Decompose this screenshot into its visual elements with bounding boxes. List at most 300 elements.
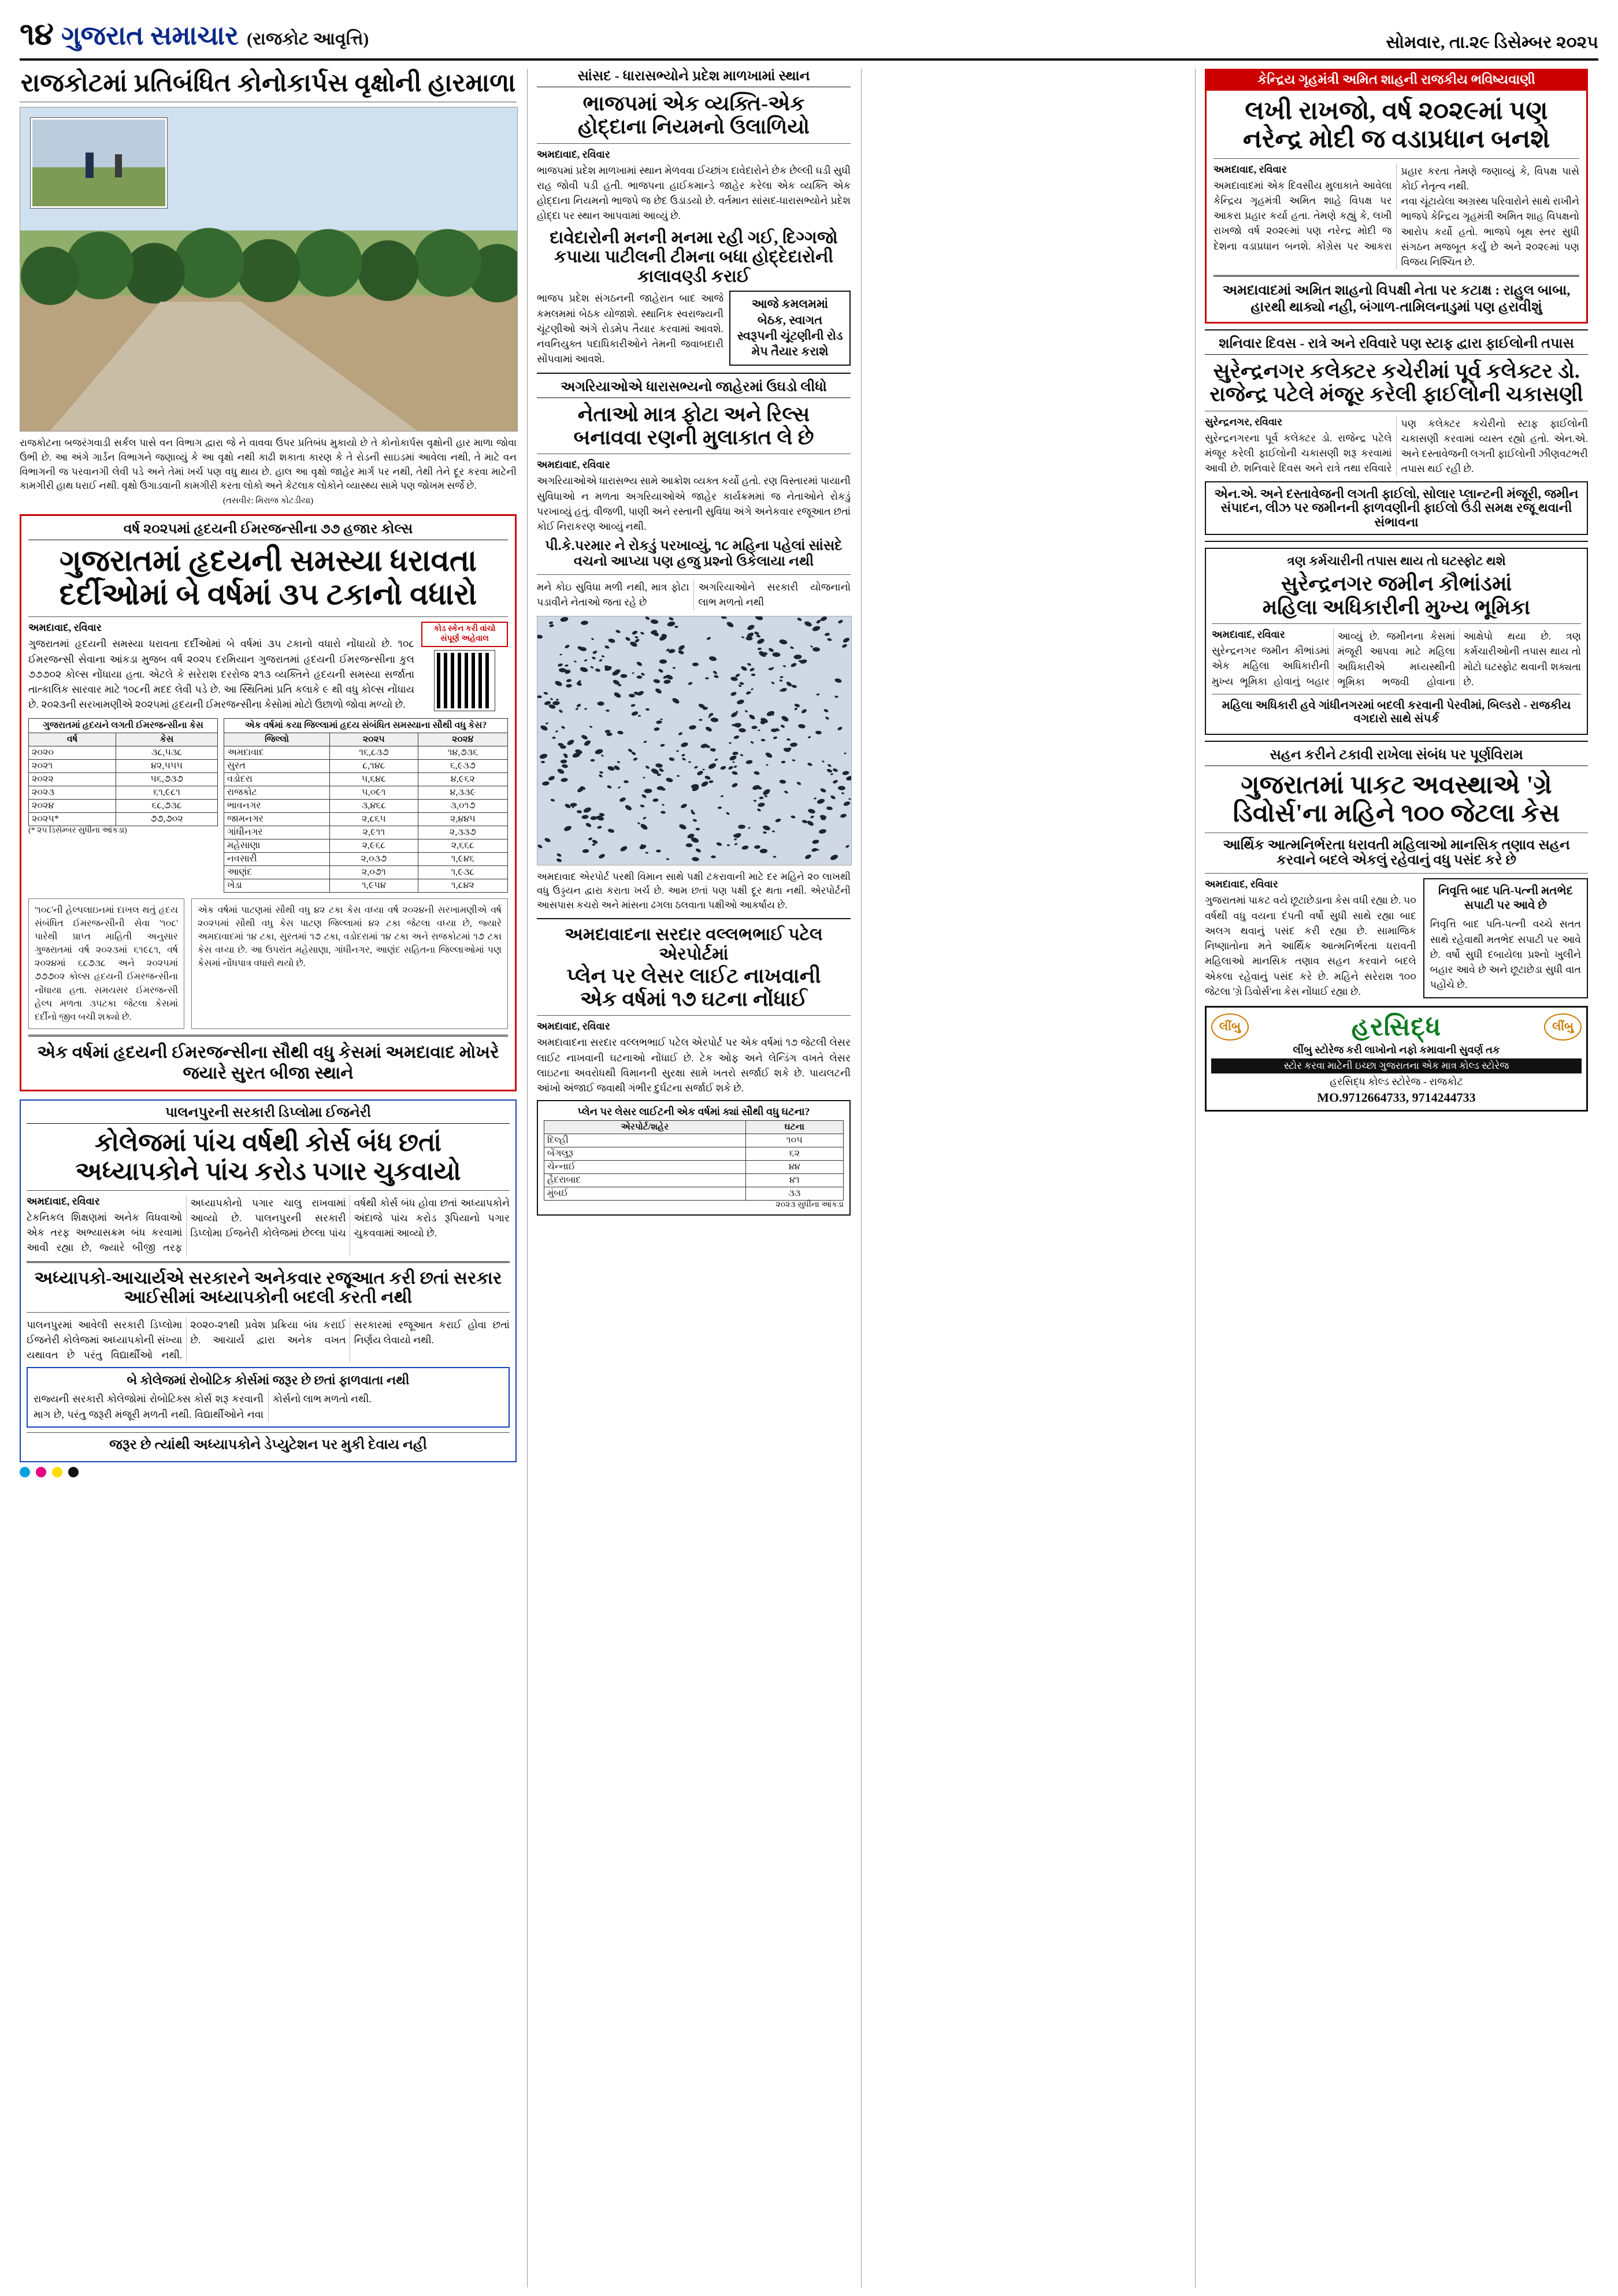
bird-silhouette: [554, 680, 563, 687]
bird-silhouette: [786, 738, 790, 741]
bird-silhouette: [807, 820, 815, 827]
bird-silhouette: [820, 787, 827, 793]
modi-dateline: અમદાવાદ, રવિવાર: [1214, 163, 1287, 175]
health-footer-headline: એક વર્ષમાં હૃદયની ઈમરજન્સીના સૌથી વધુ કેસમાં અમદાવાદ મોખરે જયારે સુરત બીજા સ્થાને: [37, 1043, 499, 1083]
table-cell: વડોદરા: [224, 772, 330, 786]
bird-silhouette: [844, 752, 847, 755]
table-row: [224, 812, 508, 826]
table-cell: ૨,૦૭૧: [330, 865, 418, 879]
palanpur-body-1: ટેકનિકલ શિક્ષણમાં અનેક વિધવાઓ એક તરફ અભ્યાસક્રમ બંધ કરવામાં આવી રહ્યા છે, જ્યારે બીજી તરફ અધ્યાપકોનો પગાર ચાલુ રાખવામાં આવ્યો છે. પાલનપુરની સરકારી ડિપ્લોમા ઈજનેરી કોલેજમાં છેલ્લા પાંચ વર્ષથી કોર્સ બંધ હોવા છતાં અધ્યાપકોને અંદાજે પાંચ કરોડ રૂપિયાનો પગાર ચુકવવામાં આવ્યો છે.: [27, 1197, 510, 1254]
bird-silhouette: [663, 679, 671, 684]
bird-silhouette: [694, 766, 699, 769]
mp-subhead: દાવેદારોની મનની મનમા રહી ગઈ, દિગ્ગજો કપાયા પાટીલની ટીમના બધા હોદ્દેદારોની કાલાવણ્ડી કરાઈ: [550, 228, 838, 286]
collector-dateline: સુરેન્દ્રનગર, રવિવાર: [1205, 415, 1283, 428]
bird-silhouette: [638, 715, 641, 718]
bird-silhouette: [606, 709, 610, 712]
palanpur-kicker: પાલનપુરની સરકારી ડિપ્લોમા ઈજનેરી: [27, 1105, 510, 1124]
bird-silhouette: [561, 725, 566, 729]
laser-body: અમદાવાદના સરદાર વલ્લભભાઈ પટેલ એરપોર્ટ પર એક વર્ષમાં ૧૭ જેટલી લેસર લાઈટ નાખવાની ઘટનાઓ નોંધાઈ છે. ટેક ઓફ અને લેન્ડિંગ વખતે લેસર લાઇટના અવરોધથી વિમાનની સુરક્ષા સામે ખતરો સર્જાઈ શકે છે. પાયલટની આંખો અંજાઈ જવાથી ગંભીર દુર્ઘટના સર્જાઈ શકે છે.: [537, 1036, 851, 1094]
bird-silhouette: [598, 701, 604, 706]
bird-silhouette: [548, 775, 555, 781]
bird-silhouette: [801, 820, 807, 824]
bird-silhouette: [581, 734, 588, 740]
collector-body: સુરેન્દ્રનગરના પૂર્વ કલેક્ટર ડો. રાજેન્દ્ર પટેલે મંજૂર કરેલી ફાઈલોની ચકાસણી શરૂ કરવામાં આવી છે. શનિવારે દિવસ અને રાત્રે તથા રવિવારે પણ કલેક્ટર કચેરીનો સ્ટાફ ફાઈલોની ચકાસણી કરવામાં વ્યસ્ત રહ્યો હતો. એન.એ. અને દસ્તાવેજની લગતી ફાઈલોની ઝીણવટભરી તપાસ થઈ રહી છે.: [1205, 417, 1588, 475]
bird-silhouette: [583, 807, 592, 813]
bird-silhouette: [618, 786, 621, 789]
bird-silhouette: [735, 673, 741, 678]
bird-silhouette: [691, 811, 696, 815]
bird-silhouette: [711, 855, 717, 858]
bird-silhouette: [691, 857, 699, 862]
table-row: [544, 1174, 844, 1187]
ad-phone[interactable]: MO.9712664733, 9714244733: [1317, 1090, 1476, 1105]
birds-photo: [537, 616, 852, 865]
table-cell: ૪૨,૫૫૫: [116, 759, 218, 772]
bird-silhouette: [731, 782, 738, 788]
bird-silhouette: [841, 644, 848, 648]
bird-silhouette: [592, 650, 598, 655]
bird-silhouette: [740, 666, 748, 672]
table-row: [224, 839, 508, 852]
bird-silhouette: [824, 633, 830, 637]
agariya-body: અગરિયાઓએ ધારાસભ્ય સામે આક્રોશ વ્યક્ત કર્યો હતો. રણ વિસ્તારમાં પાયાની સુવિધાઓ ન મળતા અગરિયાઓએ જાહેર કાર્યક્રમમાં જ નેતાઓને રોકડું પરખાવ્યું હતું. વીજળી, પાણી અને રસ્તાની સુવિધા અંગે અનેકવાર રજૂઆત છતાં કોઈ નિરાકરણ આવ્યું નથી.: [537, 475, 851, 533]
bird-silhouette: [543, 691, 548, 694]
table-row: [224, 786, 508, 799]
qr-code-icon[interactable]: [435, 651, 495, 711]
bird-silhouette: [590, 816, 597, 820]
bird-silhouette: [620, 674, 627, 678]
bird-silhouette: [632, 672, 634, 674]
bird-silhouette: [817, 798, 825, 805]
bird-silhouette: [680, 803, 688, 809]
bird-silhouette: [608, 638, 615, 644]
bird-silhouette: [581, 814, 589, 819]
bird-silhouette: [714, 675, 719, 679]
bird-silhouette: [804, 853, 812, 860]
bird-silhouette: [560, 616, 569, 622]
table-cell: ખેડા: [224, 879, 330, 892]
bird-silhouette: [756, 634, 760, 638]
bird-silhouette: [837, 726, 843, 731]
bird-silhouette: [832, 768, 838, 772]
advertisement[interactable]: [1205, 1006, 1588, 1112]
bird-silhouette: [636, 661, 643, 667]
woman-headline-1: સુરેન્દ્રનગર જમીન કૌભાંડમાં: [1281, 572, 1512, 596]
bird-silhouette: [796, 781, 801, 786]
bird-silhouette: [686, 844, 693, 848]
bird-silhouette: [537, 844, 543, 849]
bird-silhouette: [598, 774, 603, 778]
bird-silhouette: [729, 742, 732, 744]
bird-silhouette: [641, 793, 647, 798]
mp-body-2: ભાજપ પ્રદેશ સંગઠનની જાહેરાત બાદ આજે કમલમમાં બેઠક યોજાશે. સ્થાનિક સ્વરાજ્યની ચૂંટણીઓ અંગે રોડમેપ તૈયાર કરવામાં આવશે. નવનિયુક્ત પદાધિકારીઓને તેમની જવાબદારી સોંપવામાં આવશે.: [537, 292, 723, 365]
mp-kicker: સાંસદ - ધારાસભ્યોને પ્રદેશ માળખામાં સ્થાન: [537, 69, 851, 87]
table-row: [29, 799, 218, 812]
column-right: [1195, 69, 1588, 2287]
table-row: [29, 746, 218, 759]
bird-silhouette: [791, 815, 796, 819]
bird-silhouette: [580, 667, 589, 674]
tree-row: [20, 198, 517, 328]
table-cell: જામનગર: [224, 812, 330, 826]
bird-silhouette: [595, 748, 604, 755]
bird-silhouette: [643, 740, 647, 743]
column-left: [20, 69, 517, 2287]
bird-silhouette: [830, 773, 833, 775]
table-cell: અમદાવાદ: [224, 746, 330, 759]
bird-silhouette: [624, 780, 629, 783]
bird-silhouette: [723, 616, 727, 620]
table-cell: ૨,૪૪૫: [418, 812, 507, 826]
bird-silhouette: [643, 816, 647, 820]
table-row: [224, 759, 508, 772]
page-number: ૧૪: [20, 17, 53, 51]
ad-line-3: હરસિદ્ધ કોલ્ડ સ્ટોરેજ - રાજકોટ: [1330, 1076, 1463, 1088]
bird-silhouette: [827, 764, 832, 768]
bird-silhouette: [666, 858, 669, 860]
bird-silhouette: [711, 717, 719, 722]
modi-body-1: અમદાવાદમાં એક દિવસીય મુલાકાતે આવેલા કેન્દ્રિય ગૃહમંત્રી અમિત શાહે વિપક્ષ પર આકરા પ્રહાર કર્યા હતા. તેમણે કહ્યું કે, લખી રાખજો વર્ષ ૨૦૨૯માં પણ નરેન્દ્ર મોદી જ દેશના વડાપ્રધાન બનશે. કોંગ્રેસ પર આકરા પ્રહાર કરતા તેમણે જણાવ્યું કે, વિપક્ષ પાસે કોઈ નેતૃત્વ નથી.: [1214, 165, 1579, 252]
bird-silhouette: [598, 853, 606, 859]
bird-silhouette: [688, 682, 693, 686]
bird-silhouette: [556, 853, 562, 857]
bird-silhouette: [732, 723, 736, 726]
bird-silhouette: [607, 829, 614, 834]
bird-silhouette: [592, 656, 596, 660]
bird-silhouette: [784, 790, 789, 794]
divorce-box-body: નિવૃત્તિ બાદ પતિ-પત્ની વચ્ચે સતત સાથે રહેવાથી મતભેદ સપાટી પર આવે છે. વર્ષો સુધી દબાયેલા પ્રશ્નો ખુલીને બહાર આવે છે અને છૂટાછેડા સુધી વાત પહોંચે છે.: [1430, 918, 1581, 991]
ad-right-badge: લીંબુ: [1544, 1013, 1582, 1041]
bird-silhouette: [845, 775, 852, 781]
bird-silhouette: [773, 736, 777, 740]
bird-silhouette: [707, 762, 717, 770]
laser-headline-1: અમદાવાદના સરદાર વલ્લભભાઈ પટેલ એરપોર્ટમાં: [565, 925, 823, 964]
agariya-dateline: અમદાવાદ, રવિવાર: [537, 459, 610, 471]
table-header-cell: વર્ષ: [29, 733, 116, 746]
bird-silhouette: [572, 806, 574, 808]
bird-silhouette: [756, 638, 765, 645]
bird-silhouette: [656, 849, 661, 852]
bird-silhouette: [607, 785, 612, 789]
bird-silhouette: [779, 679, 782, 682]
mp-headline-1: ભાજપમાં એક વ્યક્તિ-એક: [582, 92, 805, 115]
bird-silhouette: [807, 735, 811, 738]
bird-silhouette: [765, 752, 773, 759]
bird-silhouette: [604, 645, 610, 649]
health-sidebar-right: એક વર્ષમાં પાટણમાં સૌથી વધુ ૪૨ ટકા કેસ વધ્યા વર્ષ ૨૦૨૪ની સરખામણીએ વર્ષ ૨૦૨૫માં સૌથી વધુ કેસ પાટણ જિલ્લામાં ૪૨ ટકા જેટલા વધ્યા છે, જ્યારે અમદાવાદમાં ૧૪ ટકા, સુરતમાં ૧૭ ટકા, વડોદરામાં ૧૪ ટકા અને રાજકોટમાં ૧૭ ટકા કેસ વધ્યા છે. આ ઉપરાંત મહેસાણા, ગાંધીનગર, આણંદ સહિતના જિલ્લાઓમાં પણ કેસમાં નોંધપાત્ર વધારો થયો છે.: [191, 898, 508, 1030]
bird-silhouette: [680, 741, 688, 748]
bird-silhouette: [781, 688, 788, 693]
health-dateline: અમદાવાદ, રવિવાર: [28, 622, 102, 634]
bird-silhouette: [691, 837, 700, 844]
bird-silhouette: [750, 741, 754, 744]
table-row: [224, 746, 508, 759]
bird-silhouette: [695, 848, 702, 853]
table-cell: ૧,૮૪૨: [418, 879, 507, 892]
table-row: [29, 772, 218, 786]
bird-silhouette: [578, 683, 582, 686]
bird-silhouette: [807, 808, 815, 815]
table-cell: બેંગલુરૂ: [544, 1147, 746, 1161]
table-header-cell: ૨૦૨૫: [330, 733, 418, 746]
bird-silhouette: [734, 838, 737, 840]
laser-table-title: પ્લેન પર લેસર લાઈટની એક વર્ષમાં ક્યાં સૌથી વધુ ઘટના?: [577, 1106, 810, 1118]
bird-silhouette: [751, 688, 754, 690]
modi-body-2: નવા ચૂંટાયેલા અગ્રસ્થ પરિવારોને સાથે રાખીને ભાજપે કેન્દ્રિય ગૃહમંત્રી અમિત શાહ વિપક્ષનો આરોપ કર્યો હતો. ભાજપે બૂથ સ્તર સુધી સંગઠન મજબૂત કર્યું છે અને ૨૦૨૯માં પણ વિજય નિશ્ચિત છે.: [1401, 195, 1579, 268]
table-cell: ૫,૦૯૧: [330, 786, 418, 799]
table-cell: ૨,૯૬૮: [330, 839, 418, 852]
bird-silhouette: [625, 636, 631, 641]
bird-silhouette: [582, 849, 589, 853]
bird-silhouette: [699, 719, 702, 722]
bird-silhouette: [539, 753, 548, 759]
bird-silhouette: [790, 742, 797, 746]
bird-silhouette: [812, 647, 819, 652]
palanpur-headline-1: કોલેજમાં પાંચ વર્ષથી કોર્સ બંધ છતાં: [94, 1128, 442, 1157]
bird-silhouette: [720, 766, 726, 771]
bird-silhouette: [544, 837, 551, 843]
column-mid-left: [527, 69, 851, 2287]
bird-silhouette: [673, 667, 676, 669]
table-cell: ૨૦૨૨: [29, 772, 116, 786]
bird-silhouette: [827, 638, 832, 641]
bird-silhouette: [726, 812, 730, 816]
bird-silhouette: [838, 786, 845, 790]
health-kicker: વર્ષ ૨૦૨૫માં હૃદયની ઈમરજન્સીના ૭૭ હજાર કોલ્સ: [28, 522, 508, 540]
divorce-body: ગુજરાતમાં પાકટ વયે છૂટાછેડાના કેસ વધી રહ્યા છે. ૫૦ વર્ષથી વધુ વયના દંપતી વર્ષો સુધી સાથે રહ્યા બાદ અલગ થવાનું પસંદ કરી રહ્યા છે. સામાજિક નિષ્ણાતોના મતે આર્થિક આત્મનિર્ભરતા ધરાવતી મહિલાઓ માનસિક તણાવ સહન કરવાને બદલે એકલા રહેવાનું પસંદ કરે છે. મહિને સરેરાશ ૧૦૦ જેટલા 'ગ્રે ડિવોર્સ'ના કેસ નોંધાઈ રહ્યા છે.: [1205, 894, 1416, 997]
lead-photo-caption: રાજકોટના બજરંગવાડી સર્કલ પાસે વન વિભાગ દ્વારા જે ને વાવવા ઉપર પ્રતિબંધ મુકાયો છે તે કોનોકાર્પસ વૃક્ષોની હાર માળા જોવા ઉભી છે. આ અંગે ગાર્ડન વિભાગને જણાવ્યું કે આ વૃક્ષો નથી કાઢી શકાતા કારણ કે તે રોડની સાઇડમાં આવેલા નથી, તે માટે વન વિભાગની જ પરવાનગી લેવી પડે અને તેમાં ખર્ચ પણ વધુ થાય છે. હાલ આ વૃક્ષો જાહેર માર્ગ પર નથી, તેથી તેને દૂર કરવા માટેની કામગીરી હાથ ધરાઈ નથી. વૃક્ષો ઉગાડવાની કામગીરી કરતા લોકો અને કેટલાક લોકોને વ્યાસ્થ્ય સામે પણ જોખમ સર્જે છે.: [20, 437, 517, 492]
bird-silhouette: [654, 727, 660, 731]
bird-silhouette: [669, 616, 674, 621]
bird-silhouette: [780, 724, 785, 729]
divorce-kicker: સહન કરીને ટકાવી રાખેલા સંબંધ પર પૂર્ણવિરામ: [1205, 748, 1588, 766]
bird-silhouette: [782, 664, 786, 667]
bird-silhouette: [633, 757, 638, 761]
bird-silhouette: [825, 716, 829, 720]
bird-silhouette: [758, 648, 762, 651]
table-cell: ૭૭,૭૦૨: [116, 812, 218, 826]
bird-silhouette: [771, 681, 775, 685]
health-table-left-title: ગુજરાતમાં હૃદયને લગતી ઈમરજન્સીના કેસ: [28, 718, 218, 733]
bird-silhouette: [736, 699, 745, 705]
bird-silhouette: [662, 804, 665, 806]
bird-silhouette: [748, 827, 751, 830]
bird-silhouette: [822, 760, 825, 763]
bird-silhouette: [644, 789, 652, 793]
collector-headline-1: સુરેન્દ્રનગર કલેક્ટર કચેરીમાં પૂર્વ કલેક્ટર ડો.: [1213, 359, 1580, 382]
bird-silhouette: [748, 714, 756, 720]
bird-silhouette: [732, 771, 738, 775]
collector-headline-2: રાજેન્દ્ર પટેલે મંજૂર કરેલી ફાઈલોની ચકાસણી: [1209, 382, 1583, 406]
health-table-left: [28, 733, 218, 826]
table-cell: ૬૨: [745, 1147, 843, 1161]
table-header-cell: એરપોર્ટ/શહેર: [544, 1121, 746, 1134]
bird-silhouette: [737, 726, 740, 727]
woman-headline-2: મહિલા અધિકારીની મુખ્ય ભૂમિકા: [1262, 595, 1531, 619]
bird-silhouette: [829, 854, 838, 861]
table-header-cell: જિલ્લો: [224, 733, 330, 746]
bird-silhouette: [565, 664, 569, 667]
bird-silhouette: [804, 621, 812, 627]
bird-silhouette: [575, 708, 578, 711]
bird-silhouette: [678, 732, 684, 736]
bird-silhouette: [705, 677, 708, 679]
bird-silhouette: [754, 771, 760, 775]
palanpur-headline-2: અધ્યાપકોને પાંચ કરોડ પગાર ચુકવાયો: [75, 1157, 461, 1186]
bird-silhouette: [754, 845, 760, 849]
bird-silhouette: [563, 825, 573, 833]
table-row: [544, 1161, 844, 1174]
bird-silhouette: [810, 815, 814, 819]
bird-silhouette: [721, 795, 724, 797]
agariya-headline-2: બનાવવા રણની મુલાકાત લે છે: [573, 425, 814, 449]
collector-kicker: શનિવાર દિવસ - રાત્રે અને રવિવારે પણ સ્ટાફ દ્વારા ફાઈલોની તપાસ: [1205, 336, 1588, 355]
bird-silhouette: [556, 699, 559, 700]
bird-silhouette: [791, 684, 797, 688]
bird-silhouette: [818, 829, 826, 834]
bird-silhouette: [552, 737, 556, 739]
health-story-box: [20, 514, 517, 1091]
bird-silhouette: [556, 858, 562, 863]
table-row: [29, 759, 218, 772]
bird-silhouette: [540, 725, 548, 731]
bird-silhouette: [716, 842, 722, 846]
palanpur-box-body: રાજ્યની સરકારી કોલેજોમાં રોબોટિક્સ કોર્સ શરૂ કરવાની માગ છે, પરંતુ જરૂરી મંજૂરી મળતી નથી. વિદ્યાર્થીઓને નવા કોર્સનો લાભ મળતો નથી.: [34, 1393, 372, 1420]
bird-silhouette: [557, 663, 563, 667]
table-cell: ૬૧,૯૮૧: [116, 786, 218, 799]
bird-silhouette: [695, 827, 700, 830]
bird-silhouette: [660, 718, 663, 720]
table-cell: ૨,૬૬૮: [418, 839, 507, 852]
bird-silhouette: [660, 811, 666, 814]
table-cell: ૨૦૨૦: [29, 746, 116, 759]
bird-silhouette: [681, 753, 685, 757]
modi-headline-2: નરેન્દ્ર મોદી જ વડાપ્રધાન બનશે: [1242, 125, 1550, 154]
bird-silhouette: [755, 616, 764, 622]
table-row: [544, 1147, 844, 1161]
bird-silhouette: [617, 731, 624, 735]
table-header-cell: ૨૦૨૪: [418, 733, 507, 746]
table-row: [224, 772, 508, 786]
bird-silhouette: [789, 646, 794, 649]
bird-silhouette: [747, 624, 755, 631]
bird-silhouette: [734, 735, 740, 740]
bird-silhouette: [650, 619, 658, 624]
bird-silhouette: [645, 616, 650, 621]
bird-silhouette: [645, 708, 650, 711]
table-cell: ભાવનગર: [224, 799, 330, 812]
health-table-right-title: એક વર્ષમાં કયા જિલ્લામાં હૃદય સંબંધિત સમસ્યાના સૌથી વધુ કેસ?: [224, 718, 508, 733]
bird-silhouette: [794, 703, 800, 708]
bird-silhouette: [708, 716, 711, 718]
modi-kicker: કેન્દ્રિય ગૃહમંત્રી અમિત શાહની રાજકીય ભવિષ્યવાણી: [1205, 69, 1588, 91]
bird-silhouette: [550, 698, 553, 700]
bird-silhouette: [757, 803, 765, 808]
bird-silhouette: [730, 691, 737, 696]
paper-name: ગુજરાત સમાચાર: [61, 21, 239, 50]
qr-label: કોડ સ્કેન કરી વાંચો સંપૂર્ણ અહેવાલ: [421, 622, 508, 647]
bird-silhouette: [769, 668, 773, 670]
bird-silhouette: [754, 800, 757, 802]
bird-silhouette: [842, 770, 849, 775]
table-cell: ૧,૯૪૬: [418, 852, 507, 865]
bird-silhouette: [726, 621, 734, 628]
bird-silhouette: [712, 670, 718, 675]
bird-silhouette: [643, 777, 645, 779]
bird-silhouette: [826, 807, 833, 811]
agariya-headline-1: નેતાઓ માત્ર ફોટા અને રિલ્સ: [577, 402, 810, 426]
table-cell: ૨૦૨૪: [29, 799, 116, 812]
bird-silhouette: [601, 755, 604, 757]
bird-silhouette: [681, 757, 686, 761]
bird-silhouette: [840, 813, 847, 818]
bird-silhouette: [826, 768, 833, 773]
divorce-box-kicker: નિવૃત્તિ બાદ પતિ-પત્ની મતભેદ સપાટી પર આવે છે: [1438, 885, 1573, 912]
woman-kicker: ત્રણ કર્મચારીની તપાસ થાય તો ઘટસ્ફોટ થશે: [1287, 553, 1506, 569]
bird-silhouette: [823, 708, 829, 712]
health-sidebar-left: '૧૦૮'ની હેલ્પલાઇનમાં દાખલ થતું હૃદય સંબંધિત ઈમરજન્સીની સેવા '૧૦૮' પારેથી પ્રાપ્ત માહિતી અનુસાર ગુજરાતમાં વર્ષ ૨૦૨૩માં ૬૧૯૮૧, વર્ષ ૨૦૨૪માં ૬૮૭૩૮ અને ૨૦૨૫માં ૭૭૭૦૨ કોલ્સ હૃદયની ઈમરજન્સીના નોંધાયા હતા. સમયસર ઈમરજન્સી હેલ્પ મળતા ૩૫ટકા જેટલા કેસમાં દર્દીનો જીવ બચી શક્યો છે.: [28, 898, 184, 1030]
bird-silhouette: [733, 765, 737, 768]
bird-silhouette: [758, 730, 760, 731]
table-cell: ૪૧: [745, 1174, 843, 1187]
bird-silhouette: [566, 683, 572, 688]
table-cell: રાજકોટ: [224, 786, 330, 799]
table-cell: નવસારી: [224, 852, 330, 865]
table-header-cell: કેસ: [116, 733, 218, 746]
bird-silhouette: [558, 709, 563, 714]
bird-silhouette: [677, 775, 680, 777]
bird-silhouette: [790, 662, 797, 668]
bird-silhouette: [814, 797, 817, 800]
bird-silhouette: [700, 743, 708, 749]
palanpur-story-box: [20, 1099, 517, 1462]
ad-line-1: લીંબુ સ્ટોરેજ કરી લાખોનો નફો કમાવાની સુવર્ણ તક: [1293, 1044, 1500, 1056]
palanpur-body-2: પાલનપુરમાં આવેલી સરકારી ડિપ્લોમા ઈજનેરી કોલેજમાં અધ્યાપકોની સંખ્યા યથાવત છે પરંતુ વિદ્યાર્થીઓ નથી. ૨૦૨૦-૨૧થી પ્રવેશ પ્રક્રિયા બંધ કરાઈ છે. આચાર્ય દ્વારા અનેક વખત સરકારમાં રજૂઆત કરાઈ હોવા છતાં નિર્ણય લેવાયો નથી.: [27, 1318, 510, 1361]
bird-silhouette: [541, 781, 549, 786]
bird-silhouette: [660, 787, 666, 791]
agariya-quote-1: મને કોઇ સુવિધા મળી નથી, માત્ર ફોટા પડાવીને નેતાઓ જતા રહે છે: [537, 581, 689, 608]
laser-headline-2: પ્લેન પર લેસર લાઈટ નાખવાની: [566, 964, 821, 987]
column-mid-right: [861, 69, 1185, 2287]
bird-silhouette: [629, 693, 635, 697]
table-row: [224, 826, 508, 839]
bird-silhouette: [561, 777, 568, 782]
bird-silhouette: [771, 830, 775, 833]
bird-silhouette: [792, 759, 795, 761]
bird-silhouette: [619, 797, 626, 803]
bird-silhouette: [640, 631, 645, 635]
bird-silhouette: [640, 804, 645, 808]
table-cell: ૨,૮૬૫: [330, 812, 418, 826]
mp-body: ભાજપમાં પ્રદેશ માળખામાં સ્થાન મેળવવા ઈચ્છાંગ દાવેદારોને છેક છેલ્લી ઘડી સુધી રાહ જોવી પડી હતી. ભાજપના હાઈકમાન્ડે જાહેર કરેલા એક વ્યક્તિ એક હોદ્દાના નિયમનો ભાજપે જ છેદ ઉડાડયો છે. વર્તમાન સાંસદ-ધારાસભ્યોને પ્રદેશ હોદ્દા પર સ્થાન આપવામાં આવ્યું છે.: [537, 164, 851, 222]
table-cell: ૧૦૫: [745, 1134, 843, 1147]
bird-silhouette: [700, 780, 709, 787]
bird-silhouette: [744, 710, 748, 713]
bird-silhouette: [766, 710, 775, 717]
bird-silhouette: [812, 625, 821, 632]
table-row: [544, 1134, 844, 1147]
table-cell: ૮,૧૪૮: [330, 759, 418, 772]
bird-silhouette: [584, 659, 587, 662]
divorce-dateline: અમદાવાદ, રવિવાર: [1205, 878, 1278, 890]
bird-silhouette: [552, 701, 560, 705]
bird-silhouette: [652, 630, 660, 637]
bird-silhouette: [599, 659, 603, 662]
masthead-left: [20, 16, 369, 53]
bird-silhouette: [820, 616, 827, 622]
table-cell: ૪,૯૬૨: [418, 772, 507, 786]
bird-silhouette: [773, 856, 776, 858]
